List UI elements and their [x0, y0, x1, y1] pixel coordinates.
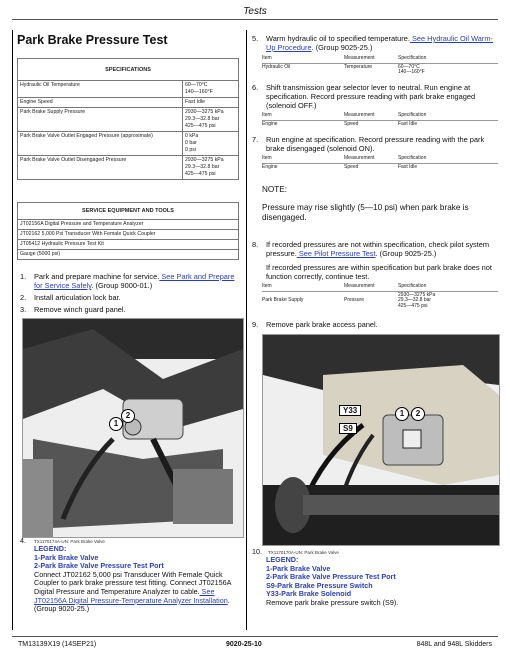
figure-1-legend: LEGEND: 1-Park Brake Valve 2-Park Brake Valve Pressure Test Port Connect JT02162 5,000 psi Transducer With Female Quick Coupler to park brake pressure test fitting. Connect JT02156A Digital Pressure and Temperature Analyzer to cable. See JT02156A Digital Pressure-Temperature Analyzer Installation. (Group 9020-25.): [34, 544, 231, 614]
note-text: Pressure may rise slightly (5—10 psi) when park brake is disengaged.: [262, 203, 469, 222]
figure-2-legend: LEGEND: 1-Park Brake Valve 2-Park Brake Valve Pressure Test Port S9-Park Brake Pressure Switch Y33-Park Brake Solenoid Remove park brake pressure switch (S9).: [266, 555, 399, 607]
table-row: JT02156A Digital Pressure and Temperature Analyzer: [18, 220, 239, 230]
spec-value: 2930—3275 kPa 29.3—32.8 bar 425—475 psi: [183, 108, 239, 132]
tools-table: [17, 202, 239, 260]
step-6: 6. Shift transmission gear selector lever to neutral. Run engine at specification. Record pressure reading with park brake engaged (solenoid OFF.): [252, 83, 476, 110]
step-4: 4. TX1170174A-UN: Park Brake Valve: [20, 536, 105, 545]
step-9: 9. Remove park brake access panel.: [252, 320, 378, 329]
table-row: [18, 81, 239, 98]
spec-heading: SPECIFICATIONS: [18, 59, 239, 81]
footer-page-number: 9020-25-10: [226, 641, 262, 648]
table-row: Gauge (5000 psi): [18, 250, 239, 260]
step-10: 10. TX1170170A-UN: Park Brake Valve: [252, 547, 339, 556]
section-title: Tests: [243, 6, 267, 17]
step-3: 3. Remove winch guard panel.: [20, 305, 126, 314]
callout-2: 2: [411, 407, 425, 421]
spec-label: Hydraulic Oil Temperature: [18, 81, 183, 98]
step-1: 1. Park and prepare machine for service. See Park and Prepare for Service Safely. (Group 9000-01.): [20, 272, 235, 290]
warmup-procedure-link[interactable]: See Hydraulic Oil Warm-Up Procedure: [266, 34, 493, 52]
spec-table-step-6: Item Measurement Specification Engine Speed Fast Idle: [262, 113, 498, 127]
park-brake-valve-figure-1: [22, 318, 244, 538]
spec-label: Park Brake Valve Outlet Engaged Pressure (approximate): [18, 132, 183, 156]
step-7: 7. Run engine at specification. Record pressure reading with the park brake disengaged (solenoid ON).: [252, 135, 485, 153]
callout-2: 2: [121, 409, 135, 423]
spec-value: 2930—3275 kPa 29.3—32.8 bar 425—475 psi: [183, 156, 239, 180]
analyzer-installation-link[interactable]: See JT02156A Digital Pressure-Temperature Analyzer Installation: [34, 586, 228, 605]
page-header: [0, 0, 510, 22]
step-8-continue: If recorded pressures are within specification but park brake does not function correctly, continue test.: [266, 263, 492, 281]
callout-s9: S9: [339, 423, 357, 434]
footer-doc-id: TM13139X19 (14SEP21): [18, 641, 97, 648]
step-2: 2. Install articulation lock bar.: [20, 293, 121, 302]
table-row: JT02162 5,000 Psi Transducer With Female Quick Coupler: [18, 230, 239, 240]
callout-1: 1: [109, 417, 123, 431]
figure-id: TX1170170A-UN: Park Brake Valve: [268, 550, 339, 555]
header-rule: [12, 19, 498, 20]
spec-value: 0 kPa 0 bar 0 psi: [183, 132, 239, 156]
table-row: [18, 132, 239, 156]
footer-model: 848L and 948L Skidders: [416, 641, 492, 648]
figure-id: TX1170174A-UN: Park Brake Valve: [34, 539, 105, 544]
spec-label: Park Brake Valve Outlet Disengaged Pressure: [18, 156, 183, 180]
callout-y33: Y33: [339, 405, 361, 416]
column-divider: [246, 30, 247, 630]
note-label: NOTE:: [262, 185, 288, 194]
table-row: [18, 156, 239, 180]
spec-table-step-5: Item Measurement Specification Hydraulic Oil Temperature 60—70°C 140—160°F: [262, 56, 498, 76]
spec-value: Fast Idle: [183, 98, 239, 108]
spec-table-step-7: Item Measurement Specification Engine Speed Fast Idle: [262, 156, 498, 170]
footer-rule: [12, 636, 498, 637]
spec-label: Park Brake Supply Pressure: [18, 108, 183, 132]
table-row: [18, 108, 239, 132]
specifications-table: [17, 58, 239, 180]
pilot-pressure-link[interactable]: See Pilot Pressure Test: [296, 249, 376, 258]
step-5: 5. Warm hydraulic oil to specified temperature. See Hydraulic Oil Warm-Up Procedure. (Group 9025-25.): [252, 34, 493, 52]
page-title: Park Brake Pressure Test: [17, 33, 168, 47]
tools-heading: SERVICE EQUIPMENT AND TOOLS: [18, 203, 239, 220]
park-brake-valve-figure-2: [262, 334, 500, 546]
table-row: [18, 98, 239, 108]
callout-1: 1: [395, 407, 409, 421]
spec-value: 60—70°C 140—160°F: [183, 81, 239, 98]
step-8: 8. If recorded pressures are not within specification, check pilot system pressure. See Pilot Pressure Test. (Group 9025-25.): [252, 240, 490, 258]
spec-table-step-8: Item Measurement Specification Park Brake Supply Pressure 2930—3275 kPa 29.3—32.8 bar 425—475 psi: [262, 284, 498, 309]
park-prepare-link[interactable]: See Park and Prepare for Service Safely: [34, 272, 235, 290]
table-row: JT05412 Hydraulic Pressure Test Kit: [18, 240, 239, 250]
spec-label: Engine Speed: [18, 98, 183, 108]
